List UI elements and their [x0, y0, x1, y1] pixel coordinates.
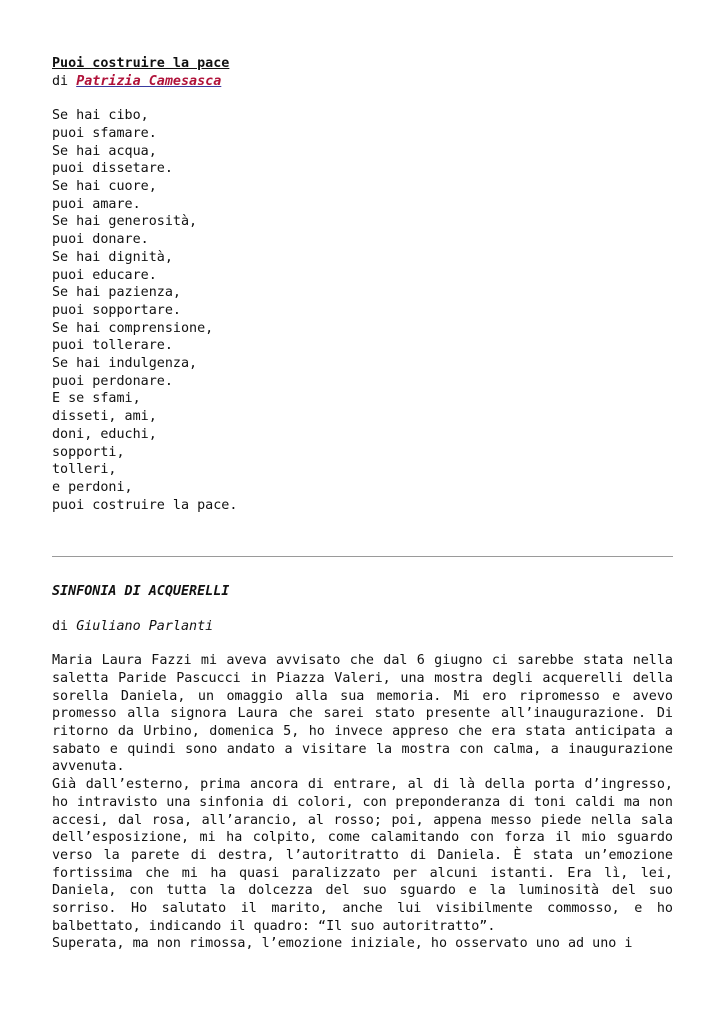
poem-line: Se hai acqua, — [52, 143, 157, 159]
article-paragraph: Già dall’esterno, prima ancora di entrare, al di là della porta d’ingresso, ho intravisto una sinfonia di colori, con preponderanza di toni caldi ma non accesi, dal rosa, all’arancio, al rosso; poi, appena messo piede nella sala dell’esposizione, mi ha colpito, come calamitando con forza il mio sguardo verso la parete di destra, l’autoritratto di Daniela. È stata un’emozione fortissima che mi ha quasi paralizzato per alcuni istanti. Era lì, lei, Daniela, con tutta la dolcezza del suo sguardo e la luminosità del suo sorriso. Ho salutato il marito, anche lui visibilmente commosso, e ho balbettato, indicando il quadro: “Il suo autoritratto”. — [52, 777, 673, 934]
poem-line: Se hai dignità, — [52, 249, 173, 265]
poem-line: sopporti, — [52, 444, 125, 460]
poem-line: Se hai generosità, — [52, 214, 198, 230]
article-section — [52, 583, 673, 953]
poem-author-link[interactable]: Patrizia Camesasca — [76, 73, 222, 89]
article-byline — [52, 618, 673, 636]
poem-body — [52, 107, 673, 514]
article-author: Giuliano Parlanti — [76, 618, 214, 634]
poem-line: doni, educhi, — [52, 426, 157, 442]
poem-line: Se hai comprensione, — [52, 320, 214, 336]
article-paragraph: Maria Laura Fazzi mi aveva avvisato che dal 6 giugno ci sarebbe stata nella saletta Paride Pascucci in Piazza Valeri, una mostra degli acquerelli della sorella Daniela, un omaggio alla sua memoria. Mi ero ripromesso e avevo promesso alla signora Laura che sarei stato presente all’inaugurazione. Di ritorno da Urbino, domenica 5, ho invece appreso che era stata anticipata a sabato e quindi sono andato a visitare la mostra con calma, a inaugurazione avvenuta. — [52, 653, 673, 775]
poem-title: Puoi costruire la pace — [52, 56, 230, 71]
poem-line: puoi educare. — [52, 267, 157, 283]
poem-line: puoi sfamare. — [52, 125, 157, 141]
article-paragraph: Superata, ma non rimossa, l’emozione iniziale, ho osservato uno ad uno i — [52, 936, 633, 952]
poem-line: Se hai cuore, — [52, 179, 157, 194]
poem-line: disseti, ami, — [52, 409, 157, 425]
poem-line: Se hai pazienza, — [52, 285, 181, 301]
article-title: SINFONIA DI ACQUERELLI — [52, 584, 230, 599]
poem-by-prefix: di — [52, 73, 77, 89]
poem-line: puoi tollerare. — [52, 338, 173, 354]
poem-line: tolleri, — [52, 462, 117, 478]
article-body — [52, 652, 673, 953]
poem-line: Se hai indulgenza, — [52, 356, 198, 372]
poem-line: puoi costruire la pace. — [52, 497, 238, 513]
section-divider — [52, 556, 673, 557]
poem-byline — [52, 73, 673, 91]
poem-line: puoi amare. — [52, 196, 141, 212]
document-page — [52, 55, 673, 952]
poem-line: Se hai cibo, — [52, 108, 149, 124]
poem-line: puoi perdonare. — [52, 373, 173, 389]
poem-line: E se sfami, — [52, 391, 141, 407]
article-by-prefix: di — [52, 618, 77, 634]
poem-line: puoi donare. — [52, 232, 149, 248]
poem-line: puoi dissetare. — [52, 161, 173, 177]
poem-line: e perdoni, — [52, 479, 133, 495]
poem-line: puoi sopportare. — [52, 302, 181, 318]
